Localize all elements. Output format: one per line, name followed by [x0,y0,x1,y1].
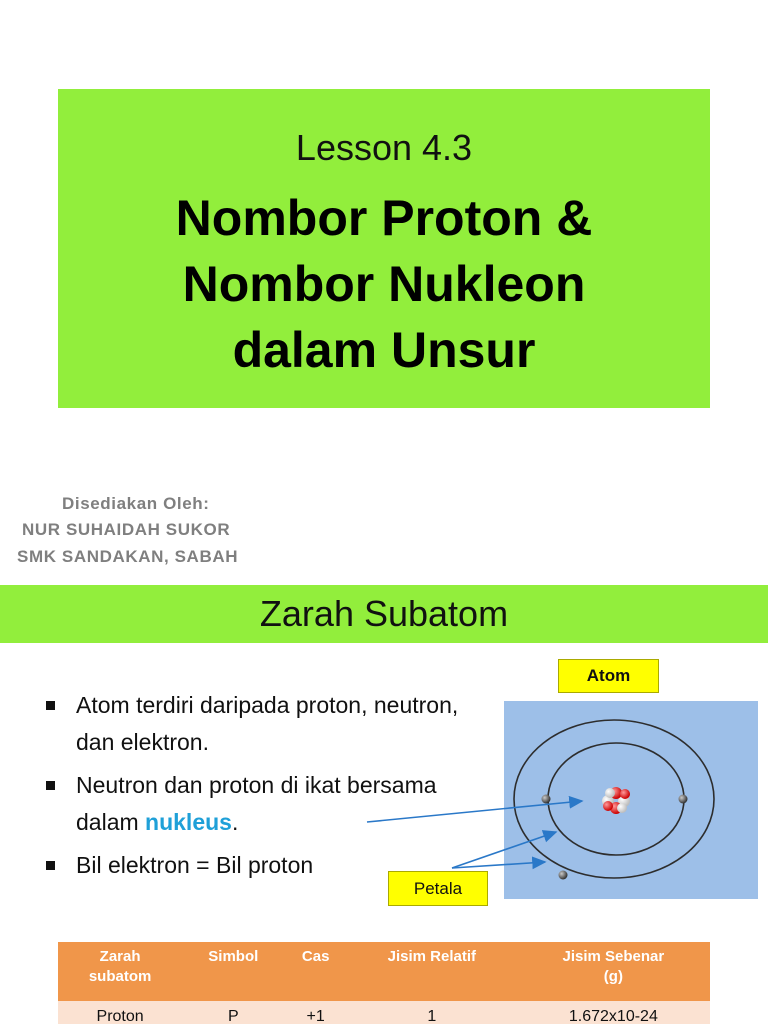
table-cell: Proton [58,1001,182,1024]
title-line-3: dalam Unsur [232,322,536,378]
author-school: SMK SANDAKAN, SABAH [17,547,239,566]
bullet-list [46,687,466,890]
title-box [58,89,710,408]
bullet-icon [46,701,55,710]
col-header-jisim-sebenar: Jisim Sebenar (g) [517,942,710,1001]
table-cell: +1 [284,1001,347,1024]
table-header-row [58,942,710,1001]
nukleus-keyword: nukleus [145,809,232,835]
author-name: NUR SUHAIDAH SUKOR [22,520,231,539]
atom-label: Atom [558,659,659,693]
table-cell: 1 [347,1001,517,1024]
petala-label: Petala [388,871,488,906]
atom-diagram-svg [504,701,758,899]
title-line-2: Nombor Nukleon [182,256,586,312]
prepared-by-label: Disediakan Oleh: [62,494,210,513]
bullet-item [46,687,466,761]
bullet-text: Atom terdiri daripada proton, neutron, dan elektron. [76,692,459,755]
col-header-jisim-relatif: Jisim Relatif [347,942,517,1001]
col-header-cas: Cas [284,942,347,1001]
table-cell: 1.672x10-24 [517,1001,710,1024]
title-line-1: Nombor Proton & [175,190,593,246]
electron [542,795,551,804]
bullet-text-before: Neutron dan proton di ikat bersama dalam [76,772,437,835]
table-row [58,1001,710,1024]
col-header-simbol: Simbol [182,942,284,1001]
bullet-icon [46,781,55,790]
table-cell: P [182,1001,284,1024]
subatomic-slide [0,575,768,1024]
lesson-number: Lesson 4.3 [295,127,473,168]
bullet-text-after: . [231,809,239,835]
slide-header-title: Zarah Subatom [259,593,509,634]
col-header-zarah: Zarah subatom [58,942,182,1001]
electron [679,795,688,804]
electron [559,871,568,880]
bullet-text: Bil elektron = Bil proton [76,852,314,878]
atom-diagram [504,701,758,899]
nucleus [602,787,630,814]
slide-title [58,185,710,383]
subatomic-table [58,942,710,1024]
bullet-icon [46,861,55,870]
bullet-item [46,767,466,841]
slide-header [0,585,768,643]
